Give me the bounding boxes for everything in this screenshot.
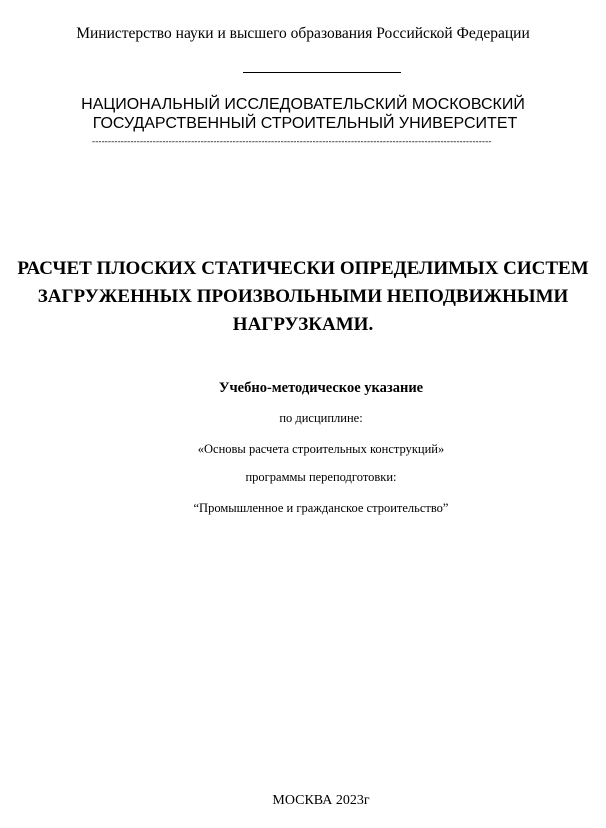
signature-rule bbox=[243, 72, 401, 73]
discipline-name: «Основы расчета строительных конструкций» bbox=[197, 442, 445, 456]
document-title-line3: НАГРУЗКАМИ. bbox=[232, 314, 374, 335]
ministry-line: Министерство науки и высшего образования Российской Федерации bbox=[76, 25, 530, 42]
dashed-separator: ----------------------------------------------------------------------------------------------------------------------------- bbox=[92, 136, 492, 146]
program-label: программы переподготовки: bbox=[245, 470, 397, 484]
university-name-line1: НАЦИОНАЛЬНЫЙ ИССЛЕДОВАТЕЛЬСКИЙ МОСКОВСКИЙ bbox=[81, 96, 525, 113]
document-title bbox=[0, 255, 606, 339]
city-year: МОСКВА 2023г bbox=[272, 793, 370, 808]
document-title-line2: ЗАГРУЖЕННЫХ ПРОИЗВОЛЬНЫМИ НЕПОДВИЖНЫМИ bbox=[37, 286, 569, 307]
document-title-line1: РАСЧЕТ ПЛОСКИХ СТАТИЧЕСКИ ОПРЕДЕЛИМЫХ СИСТЕМ bbox=[17, 258, 589, 279]
university-name-line2: ГОСУДАРСТВЕННЫЙ СТРОИТЕЛЬНЫЙ УНИВЕРСИТЕТ bbox=[92, 115, 518, 132]
document-kind: Учебно-методическое указание bbox=[218, 380, 424, 396]
discipline-label: по дисциплине: bbox=[279, 411, 363, 425]
program-name: “Промышленное и гражданское строительство” bbox=[193, 501, 449, 515]
